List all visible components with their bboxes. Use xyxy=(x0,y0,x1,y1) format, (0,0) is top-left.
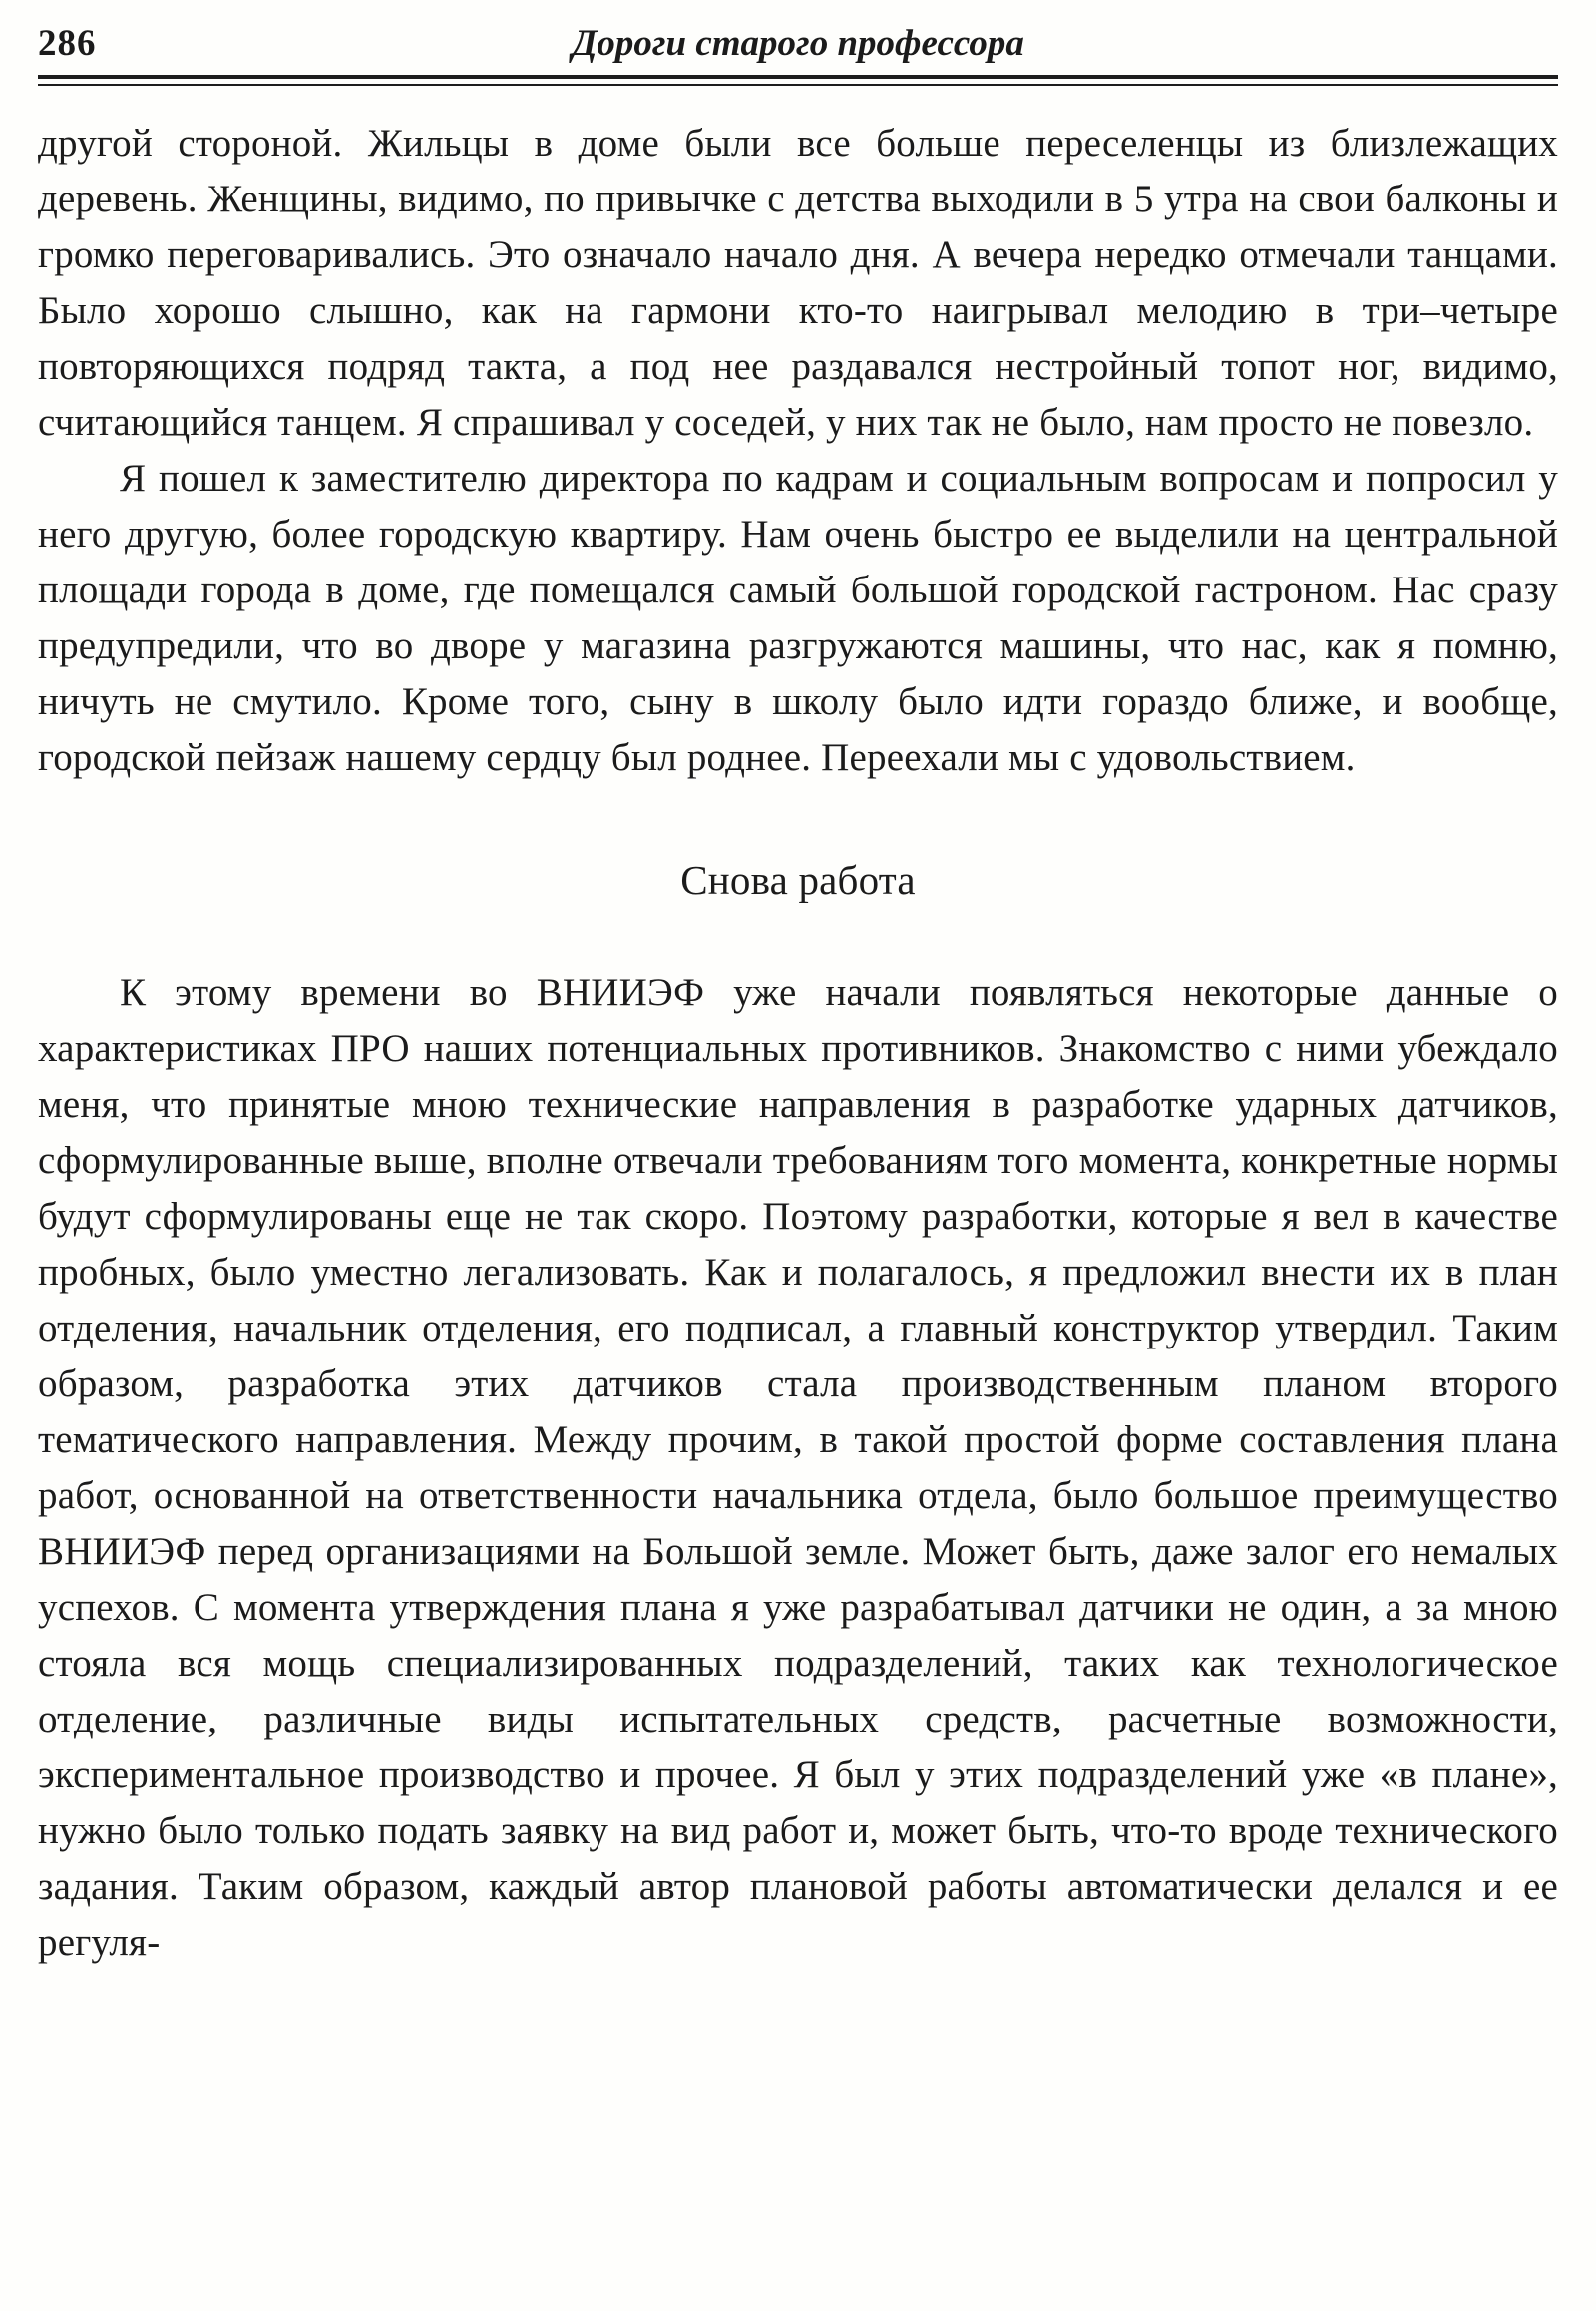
page-number: 286 xyxy=(38,23,97,64)
paragraph-continuation: другой стороной. Жильцы в доме были все больше переселенцы из близлежащих деревень. Женщины, видимо, по привычке с детства выходили в 5 утра на свои балконы и громко переговаривались. Это означало начало дня. А вечера нередко отмечали танцами. Было хорошо слышно, как на гармони кто-то наигрывал мелодию в три–четыре повторяющихся подряд такта, а под нее раздавался нестройный топот ног, видимо, считающийся танцем. Я спрашивал у соседей, у них так не было, нам просто не повезло. xyxy=(38,122,1558,444)
section-heading: Снова работа xyxy=(680,857,916,903)
page-content xyxy=(38,116,1558,1971)
page-header xyxy=(38,22,1558,66)
header-rule xyxy=(38,75,1558,86)
running-title: Дороги старого профессора xyxy=(572,23,1024,64)
paragraph: К этому времени во ВНИИЭФ уже начали появляться некоторые данные о характеристиках ПРО наших потенциальных противников. Знакомство с ними убеждало меня, что принятые мною технические направления в разработке ударных датчиков, сформулированные выше, вполне отвечали требованиям того момента, конкретные нормы будут сформулированы еще не так скоро. Поэтому разработки, которые я вел в качестве пробных, было уместно легализовать. Как и полагалось, я предложил внести их в план отделения, начальник отделения, его подписал, а главный конструктор утвердил. Таким образом, разработка этих датчиков стала производственным планом второго тематического направления. Между прочим, в такой простой форме составления плана работ, основанной на ответственности начальника отдела, было большое преимущество ВНИИЭФ перед организациями на Большой земле. Может быть, даже залог его немалых успехов. С момента утверждения плана я уже разрабатывал датчики не один, а за мною стояла вся мощь специализированных подразделений, таких как технологическое отделение, различные виды испытательных средств, расчетные возможности, экспериментальное производство и прочее. Я был у этих подразделений уже «в плане», нужно было только подать заявку на вид работ и, может быть, что-то вроде технического задания. Таким образом, каждый автор плановой работы автоматически делался и ее регуля- xyxy=(38,971,1558,1964)
paragraph: Я пошел к заместителю директора по кадрам и социальным вопросам и попросил у него другую, более городскую квартиру. Нам очень быстро ее выделили на центральной площади города в доме, где помещался самый большой городской гастроном. Нас сразу предупредили, что во дворе у магазина разгружаются машины, что нас, как я помню, ничуть не смутило. Кроме того, сыну в школу было идти гораздо ближе, и вообще, городской пейзаж нашему сердцу был роднее. Переехали мы с удовольствием. xyxy=(38,457,1558,779)
